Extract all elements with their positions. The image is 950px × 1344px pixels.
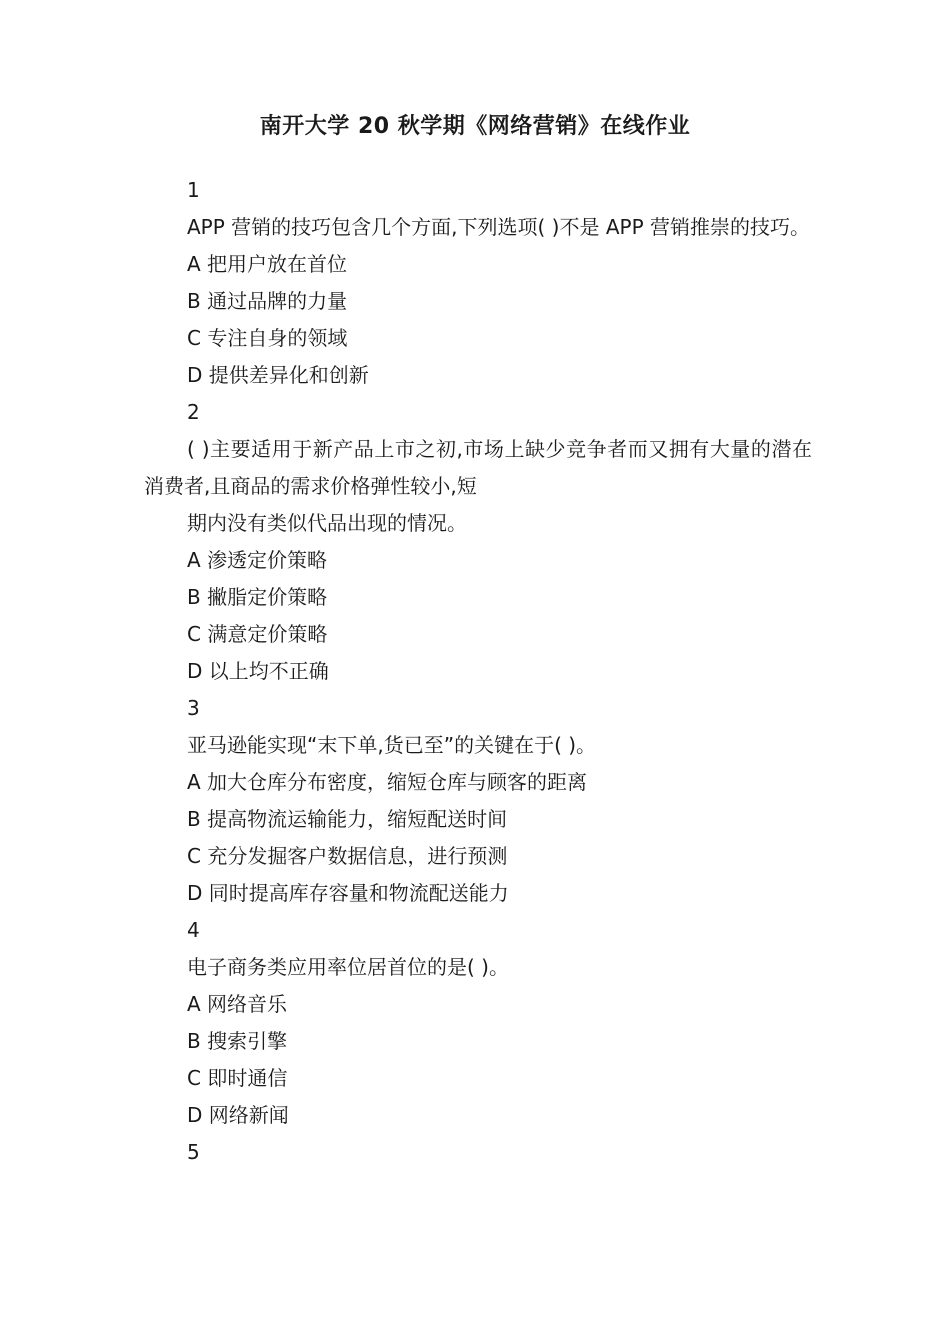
question-stem: 亚马逊能实现“末下单,货已至”的关键在于( )。: [187, 733, 597, 757]
question-number: 3: [187, 696, 200, 720]
option-b: B 搜索引擎: [187, 1029, 288, 1053]
option-c: C 充分发掘客户数据信息，进行预测: [187, 844, 508, 868]
question-number: 4: [187, 918, 200, 942]
question-number: 5: [187, 1140, 200, 1164]
option-c: C 满意定价策略: [187, 622, 328, 646]
option-b: B 提高物流运输能力，缩短配送时间: [187, 807, 508, 831]
question-stem: ( )主要适用于新产品上市之初,市场上缺少竞争者而又拥有大量的潜在消费者,且商品的需求价格弹性较小,短: [144, 437, 812, 498]
question-stem: 电子商务类应用率位居首位的是( )。: [187, 955, 509, 979]
option-b: B 通过品牌的力量: [187, 289, 348, 313]
option-a: A 加大仓库分布密度，缩短仓库与顾客的距离: [187, 770, 588, 794]
question-stem-continued: 期内没有类似代品出现的情况。: [187, 511, 467, 535]
option-a: A 网络音乐: [187, 992, 288, 1016]
option-d: D 同时提高库存容量和物流配送能力: [187, 881, 509, 905]
question-number: 1: [187, 178, 200, 202]
option-c: C 专注自身的领域: [187, 326, 348, 350]
option-d: D 提供差异化和创新: [187, 363, 369, 387]
option-d: D 网络新闻: [187, 1103, 289, 1127]
document-title: 南开大学 20 秋学期《网络营销》在线作业: [259, 114, 691, 139]
option-a: A 渗透定价策略: [187, 548, 328, 572]
question-number: 2: [187, 400, 200, 424]
option-c: C 即时通信: [187, 1066, 288, 1090]
option-a: A 把用户放在首位: [187, 252, 348, 276]
option-b: B 撇脂定价策略: [187, 585, 328, 609]
document-body: [144, 172, 812, 1171]
option-d: D 以上均不正确: [187, 659, 329, 683]
question-stem: APP 营销的技巧包含几个方面,下列选项( )不是 APP 营销推崇的技巧。: [187, 215, 810, 239]
